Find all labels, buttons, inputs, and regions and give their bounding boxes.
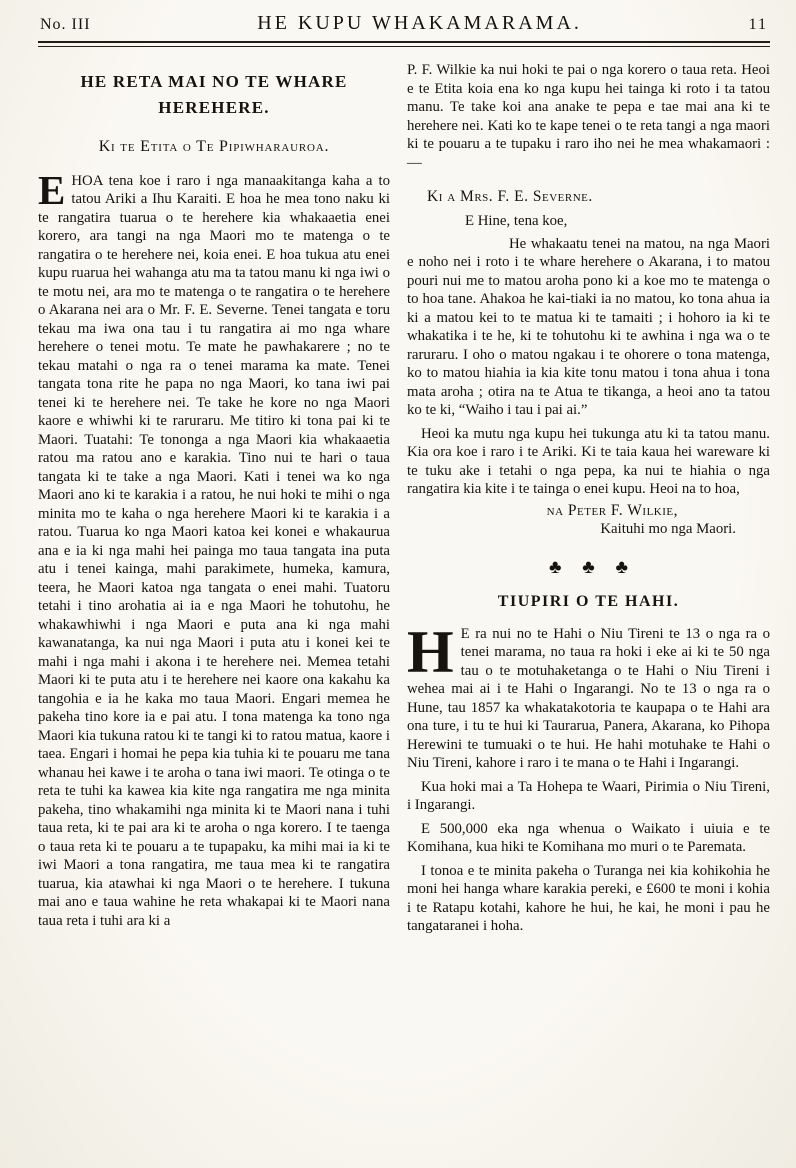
drop-cap-e: E [38,166,66,213]
letter-closing: Heoi ka mutu nga kupu hei tukunga atu ki ta tatou manu. Kia ora koe i raro i te Ariki. Ki te taia kaua hei wareware ki te tuku ake i tetahi o nga pepa, ka nui te hiahia o nga rangatira kia kite i te tainga o enei kupu. Heoi na to hoa, [407,425,770,497]
page-number: 11 [748,16,768,33]
club-divider-icon: ♣ ♣ ♣ [549,556,628,578]
article-body-left [38,166,390,931]
letter-greeting: E Hine, tena koe, [465,213,568,229]
news-item-premier: Kua hoki mai a Ta Hohepa te Waari, Pirimia o Niu Tireni, i Ingarangi. [407,778,770,813]
page-header [38,10,770,41]
column-layout [38,61,770,936]
drop-cap-h: H [407,618,454,685]
article-salutation: Ki te Etita o Te Pipiwharauroa. [98,137,330,155]
letter-signature: na Peter F. Wilkie, [546,501,678,519]
left-column [38,61,390,936]
masthead-title: HE KUPU WHAKAMARAMA. [257,12,582,34]
church-article-body [407,618,770,773]
article-body-text: HOA tena koe i raro i nga manaakitanga kaha a to tatou Ariki a Ihu Karaiti. E hoa he mea tono naku ki te rangatira tuarua o te herehere kia whakaaetia enei korero, ara tangi na nga Maori mo te matenga o te rangatira o te herehere nei, koia enei. E hoa tukua atu enei kupu ruarua hei wahanga atu ma ta tatou manu ki nga iwi o te motu nei, ara mo te matenga o te rangatira o te herehere o Akarana nei ara o Mr. F. E. Severne. Tenei tangata e toru tekau ma iwa ona tau i tu rangatira ai mo nga whare herehere o tenei motu. Te mate he pawhakarere ; no te tekau matahi o nga ra o tenei marama ka mate. Tenei tangata tona rite he papa no nga Maori, ko tana iwi pai tenei ki te herehere nei. Te take he kore no nga Maori kaore e whiwhi ki te raruraru. Me titiro ki tona pai ki te Maori. Tuatahi: Te tononga a nga Maori kia whakaaetia ratou ma ratou ano e karakia. Tino nui te hari o taua tangata ki te take a nga Maori. Kati i tenei wa ko nga Maori ano ki te karakia i a ratou, he nui hoki te mihi o nga minita mo te kaha o nga herehere Maori ki te karakia i a ratou. Tuarua ko nga Maori katoa kei konei e whakaurua ana e ia ki nga mahi hei painga mo taua tangata ina puta atu i tenei kainga, mahi parakimete, humeka, kamura, teera, he Maori katoa nga tangata o enei mahi. Tuatoru tetahi i tino arohatia ai ia e nga Maori he tohutohu, he whakawhiwhi i nga Maori e puta ana ki nga mahi kawanatanga, ka nui nga Maori i puta atu i konei kei te mahi i nga mahi i akona i te herehere nei. Memea tetahi Maori ki te puta atu i te herehere nei kaore ona kakahu ka tangohia e ia he kaka mo taua Maori. Engari memea he pakeha tino kore ia e pai atu. I tona matenga ka tono nga Maori kia tukuna ratou ki te tangi ki to ratou matua, kaore i taea. Engari i homai he pepa kia tuhia ki te pouaru me tana whanau hei kawe i te aroha o tana iwi maori. Te otinga o te reta te tuhi ka kawea kia kite nga rangatira me nga minita pakeha, tino whakamihi nga minita ki te Maori nana i tuhi taua reta, ki te pai ara ki te aroha o nga korero. I te taenga o taua reta ki te pouaru a te tupapaku, ka mihi mai ia ki te iwi Maori a tona rangatira, me taua mea ki te rangatira tuarua, kia atawhai ki nga Maori o te herehere. I tukuna mai ano e taua wahine he reta whakapai ki te Maori nana taua reta i tuhi ara ki a [38,172,390,929]
letter-addressee: Ki a Mrs. F. E. Severne. [427,188,593,205]
news-item-church-fund: I tonoa e te minita pakeha o Turanga nei kia kohikohia he moni hei hanga whare karakia pereki, e £600 te moni i kohia i te Ratapu kotahi, kahore he hui, he kai, he moni i pau he tangataranei i hoha. [407,862,770,934]
header-double-rule [38,41,770,47]
article-body-continuation: P. F. Wilkie ka nui hoki te pai o nga korero o taua reta. Heoi e te Etita koia ena ko nga kupu hei tainga ki roto i ta tatou manu. Te take koi ana anake te pepa e tae mai ana ki te herehere nei. Kati ko te kape tenei o te reta tangi a nga maori ki te pouaru a te tupaku i raro iho nei he mea whakamaori :— [407,62,770,171]
letter-body: He whakaatu tenei na matou, na nga Maori e noho nei i roto i te whare herehere o Akarana, i to matou pouri nui me to matou aroha pono ki a koe mo te matenga o to hoa tane. Ahakoa he kai-tiaki ia no matou, ko tona ahua ia ki a matou kei to te matua ki te tamaiti ; i hohoro ia ki te whakatika i te he, ki te tohutohu ki te awhina i nga wa o te raruraru. I oho o matou ngakau i te ohorere o tona matenga, ko to matou hiahia ia kia kite tonu matou i tona ahua i tona mata aroha ; otira na te Atua te tikanga, a heoi ano ta tatou ko te ki, “Waiho i tau i pai ai.” [407,235,770,418]
article-title-church: TIUPIRI O TE HAHI. [497,592,680,610]
letter-signature-role: Kaituhi mo nga Maori. [600,520,736,537]
church-article-text: E ra nui no te Hahi o Niu Tireni te 13 o nga ra o tenei marama, no taua ra hoki i eke ai ki te 50 nga tau o te motuhaketanga o te Hahi o Niu Tireni i wehea mai ai i te Hahi o Ingarangi. No te 13 o nga ra o Hune, tau 1857 ka whakatakotoria te kaupapa o te Hahi ara ona ture, i tu te hui ki Taurarua, Panera, Akarana, ko Pihopa Herewini te tumuaki o te hui. He hahi motuhake te Hahi o Niu Tireni, kahore i raro i te mana o te Hahi i Ingarangi. [407,625,770,771]
article-title-letter: HE RETA MAI NO TE WHARE HEREHERE. [80,72,348,118]
right-column [407,61,770,936]
issue-number: No. III [40,16,91,33]
news-item-waikato-land: E 500,000 eka nga whenua o Waikato i uiuia e te Komihana, kua hiki te Komihana mo muri o te Paremata. [407,820,770,855]
